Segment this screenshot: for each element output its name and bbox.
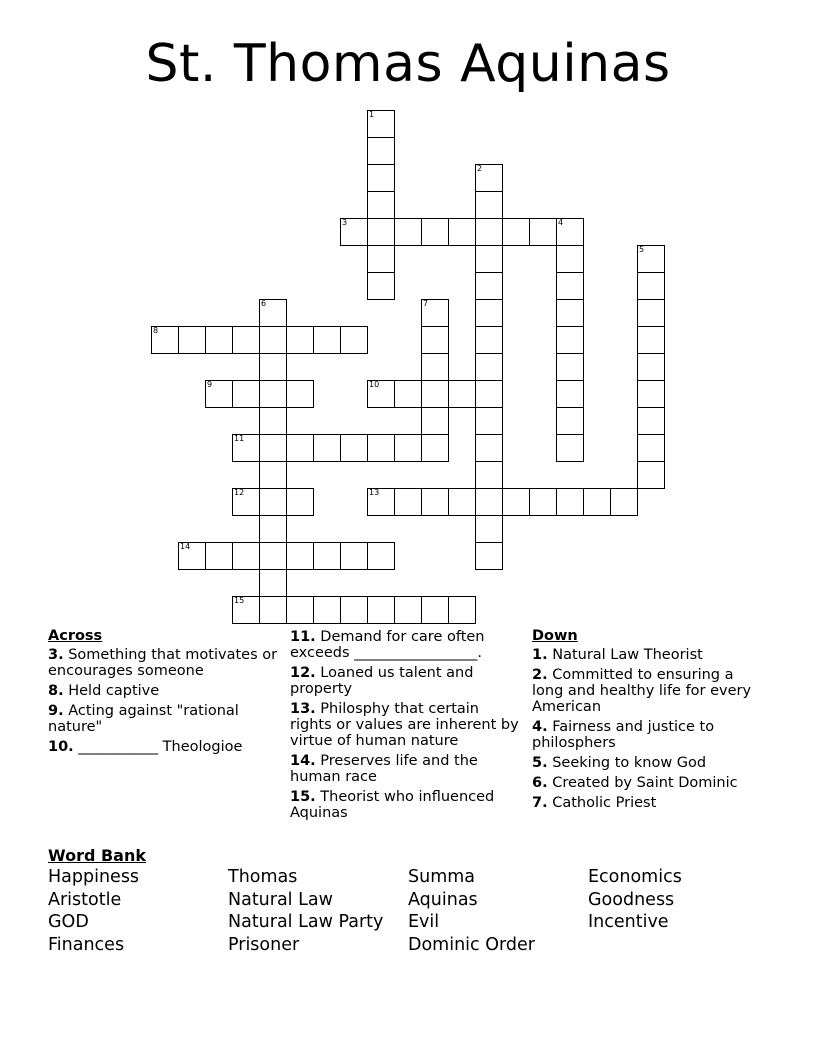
clue-across-14 xyxy=(290,753,522,785)
word-bank-word: Natural Law Party xyxy=(228,912,384,933)
clue-number: 4. xyxy=(532,719,548,735)
clue-down-4 xyxy=(532,719,764,751)
grid-cell[interactable] xyxy=(367,272,395,300)
clue-number-label: 1 xyxy=(369,110,375,119)
grid-cell[interactable] xyxy=(340,434,368,462)
across-clues-column-1 xyxy=(48,628,280,759)
clue-text: Loaned us talent and property xyxy=(290,665,474,697)
grid-cell[interactable] xyxy=(475,326,503,354)
grid-cell[interactable] xyxy=(367,488,395,516)
grid-cell[interactable] xyxy=(205,326,233,354)
clue-number-label: 8 xyxy=(153,326,159,335)
grid-cell[interactable] xyxy=(259,326,287,354)
word-bank-word: Incentive xyxy=(588,912,669,933)
clue-number-label: 3 xyxy=(342,218,348,227)
clue-number: 6. xyxy=(532,775,548,791)
clue-number: 14. xyxy=(290,753,316,769)
clue-number: 8. xyxy=(48,683,64,699)
word-bank-word: Natural Law xyxy=(228,889,333,910)
clue-number-label: 9 xyxy=(207,380,213,389)
clue-text: Theorist who influenced Aquinas xyxy=(290,789,495,821)
grid-cell[interactable] xyxy=(475,191,503,219)
grid-cell[interactable] xyxy=(475,380,503,408)
grid-cell[interactable] xyxy=(475,164,503,192)
clue-number-label: 13 xyxy=(369,488,380,497)
clue-text: Held captive xyxy=(68,683,160,699)
word-bank-word: Evil xyxy=(408,912,440,933)
word-bank-word: Prisoner xyxy=(228,934,300,955)
word-bank-word: Goodness xyxy=(588,889,675,910)
grid-cell[interactable] xyxy=(556,488,584,516)
clue-number-label: 6 xyxy=(261,299,267,308)
grid-cell[interactable] xyxy=(313,542,341,570)
grid-cell[interactable] xyxy=(421,326,449,354)
grid-cell[interactable] xyxy=(259,596,287,624)
clue-number: 13. xyxy=(290,701,316,717)
grid-cell[interactable] xyxy=(259,461,287,489)
word-bank-column xyxy=(408,866,588,956)
clue-number-label: 15 xyxy=(234,596,245,605)
grid-cell[interactable] xyxy=(367,137,395,165)
clue-text: Philosphy that certain rights or values are inherent by virtue of human nature xyxy=(290,701,519,749)
grid-cell[interactable] xyxy=(475,542,503,570)
grid-cell[interactable] xyxy=(394,434,422,462)
grid-cell[interactable] xyxy=(637,245,665,273)
grid-cell[interactable] xyxy=(259,434,287,462)
grid-cell[interactable] xyxy=(475,272,503,300)
clue-number: 11. xyxy=(290,629,316,645)
puzzle-title: St. Thomas Aquinas xyxy=(145,34,671,94)
clue-number: 2. xyxy=(532,667,548,683)
grid-cell[interactable] xyxy=(475,515,503,543)
word-bank-word: Happiness xyxy=(48,867,140,887)
grid-cell[interactable] xyxy=(475,488,503,516)
clue-number: 12. xyxy=(290,665,316,681)
grid-cell[interactable] xyxy=(178,542,206,570)
grid-cell[interactable] xyxy=(340,596,368,624)
grid-cell[interactable] xyxy=(502,488,530,516)
down-heading: Down xyxy=(532,628,578,644)
clue-down-1 xyxy=(532,647,764,663)
clue-across-8 xyxy=(48,683,280,699)
grid-cell[interactable] xyxy=(367,380,395,408)
clue-number-label: 12 xyxy=(234,488,245,497)
grid-cell[interactable] xyxy=(556,245,584,273)
grid-cell[interactable] xyxy=(421,380,449,408)
clue-number: 3. xyxy=(48,647,64,663)
grid-cell[interactable] xyxy=(556,434,584,462)
down-clues-column xyxy=(532,628,764,815)
word-bank-column xyxy=(48,866,228,956)
grid-cell[interactable] xyxy=(232,434,260,462)
grid-cell[interactable] xyxy=(367,191,395,219)
grid-cell[interactable] xyxy=(637,272,665,300)
grid-cell[interactable] xyxy=(313,434,341,462)
grid-cell[interactable] xyxy=(421,299,449,327)
grid-cell[interactable] xyxy=(475,434,503,462)
grid-cell[interactable] xyxy=(421,218,449,246)
grid-cell[interactable] xyxy=(286,542,314,570)
grid-cell[interactable] xyxy=(394,380,422,408)
grid-cell[interactable] xyxy=(637,461,665,489)
word-bank-word: Aquinas xyxy=(408,889,478,910)
grid-cell[interactable] xyxy=(286,380,314,408)
grid-cell[interactable] xyxy=(421,407,449,435)
word-bank-word: Economics xyxy=(588,867,682,887)
grid-cell[interactable] xyxy=(394,218,422,246)
grid-cell[interactable] xyxy=(205,380,233,408)
clue-text: Seeking to know God xyxy=(552,755,707,771)
grid-cell[interactable] xyxy=(421,353,449,381)
clue-number-label: 10 xyxy=(369,380,380,389)
grid-cell[interactable] xyxy=(367,110,395,138)
grid-cell[interactable] xyxy=(529,218,557,246)
grid-cell[interactable] xyxy=(475,245,503,273)
grid-cell[interactable] xyxy=(178,326,206,354)
grid-cell[interactable] xyxy=(259,353,287,381)
grid-cell[interactable] xyxy=(475,461,503,489)
clue-text: Committed to ensuring a long and healthy life for every American xyxy=(532,667,752,715)
grid-cell[interactable] xyxy=(340,542,368,570)
grid-cell[interactable] xyxy=(637,407,665,435)
grid-cell[interactable] xyxy=(367,434,395,462)
word-bank-heading: Word Bank xyxy=(48,846,147,865)
grid-cell[interactable] xyxy=(556,326,584,354)
word-bank-word: Aristotle xyxy=(48,889,122,910)
grid-cell[interactable] xyxy=(286,596,314,624)
grid-cell[interactable] xyxy=(394,596,422,624)
word-bank-word: Dominic Order xyxy=(408,934,535,955)
grid-cell[interactable] xyxy=(448,596,476,624)
grid-cell[interactable] xyxy=(556,407,584,435)
grid-cell[interactable] xyxy=(583,488,611,516)
clue-text: Acting against "rational nature" xyxy=(48,703,239,735)
clue-number: 15. xyxy=(290,789,316,805)
grid-cell[interactable] xyxy=(232,596,260,624)
grid-cell[interactable] xyxy=(556,299,584,327)
grid-cell[interactable] xyxy=(421,596,449,624)
clue-number-label: 7 xyxy=(423,299,429,308)
grid-cell[interactable] xyxy=(367,164,395,192)
grid-cell[interactable] xyxy=(367,245,395,273)
clue-down-5 xyxy=(532,755,764,771)
word-bank-column xyxy=(588,866,768,934)
grid-cell[interactable] xyxy=(475,353,503,381)
clue-down-7 xyxy=(532,795,764,811)
clue-number: 1. xyxy=(532,647,548,663)
clue-number-label: 2 xyxy=(477,164,483,173)
grid-cell[interactable] xyxy=(610,488,638,516)
grid-cell[interactable] xyxy=(259,380,287,408)
grid-cell[interactable] xyxy=(556,380,584,408)
grid-cell[interactable] xyxy=(637,353,665,381)
grid-cell[interactable] xyxy=(556,218,584,246)
clue-text: Created by Saint Dominic xyxy=(552,775,738,791)
clue-text: Fairness and justice to philosphers xyxy=(532,719,715,751)
grid-cell[interactable] xyxy=(556,353,584,381)
clue-text: Preserves life and the human race xyxy=(290,753,478,785)
grid-cell[interactable] xyxy=(502,218,530,246)
clue-text: ___________ Theologioe xyxy=(78,739,243,755)
grid-cell[interactable] xyxy=(556,272,584,300)
grid-cell[interactable] xyxy=(367,596,395,624)
grid-cell[interactable] xyxy=(313,326,341,354)
grid-cell[interactable] xyxy=(448,488,476,516)
word-bank-word: Summa xyxy=(408,867,476,887)
across-heading: Across xyxy=(48,628,103,644)
grid-cell[interactable] xyxy=(637,299,665,327)
across-clues-column-2 xyxy=(290,629,522,825)
clue-number-label: 11 xyxy=(234,434,245,443)
word-bank-column xyxy=(228,866,408,956)
clue-number-label: 14 xyxy=(180,542,191,551)
clue-across-9 xyxy=(48,703,280,735)
grid-cell[interactable] xyxy=(232,326,260,354)
grid-cell[interactable] xyxy=(448,380,476,408)
clue-number: 5. xyxy=(532,755,548,771)
grid-cell[interactable] xyxy=(421,488,449,516)
clue-text: Demand for care often exceeds _________________. xyxy=(290,629,485,661)
word-bank-word: Thomas xyxy=(228,867,298,887)
clue-across-12 xyxy=(290,665,522,697)
clue-number-label: 5 xyxy=(639,245,645,254)
grid-cell[interactable] xyxy=(637,380,665,408)
word-bank-word: Finances xyxy=(48,934,125,955)
grid-cell[interactable] xyxy=(259,488,287,516)
grid-cell[interactable] xyxy=(340,326,368,354)
grid-cell[interactable] xyxy=(259,569,287,597)
clue-number: 9. xyxy=(48,703,64,719)
grid-cell[interactable] xyxy=(151,326,179,354)
clue-number: 10. xyxy=(48,739,74,755)
grid-cell[interactable] xyxy=(259,515,287,543)
clue-across-10 xyxy=(48,739,280,755)
grid-cell[interactable] xyxy=(637,434,665,462)
grid-cell[interactable] xyxy=(637,326,665,354)
clue-across-11 xyxy=(290,629,522,661)
grid-cell[interactable] xyxy=(259,407,287,435)
grid-cell[interactable] xyxy=(340,218,368,246)
clue-across-13 xyxy=(290,701,522,749)
grid-cell[interactable] xyxy=(232,488,260,516)
grid-cell[interactable] xyxy=(448,218,476,246)
grid-cell[interactable] xyxy=(286,326,314,354)
grid-cell[interactable] xyxy=(259,542,287,570)
grid-cell[interactable] xyxy=(367,542,395,570)
clue-text: Catholic Priest xyxy=(552,795,657,811)
grid-cell[interactable] xyxy=(286,488,314,516)
clue-down-6 xyxy=(532,775,764,791)
grid-cell[interactable] xyxy=(259,299,287,327)
grid-cell[interactable] xyxy=(421,434,449,462)
clue-across-15 xyxy=(290,789,522,821)
grid-cell[interactable] xyxy=(313,596,341,624)
clue-text: Something that motivates or encourages someone xyxy=(48,647,278,679)
grid-cell[interactable] xyxy=(529,488,557,516)
grid-cell[interactable] xyxy=(232,542,260,570)
word-bank-word: GOD xyxy=(48,912,89,933)
grid-cell[interactable] xyxy=(205,542,233,570)
grid-cell[interactable] xyxy=(394,488,422,516)
grid-cell[interactable] xyxy=(232,380,260,408)
grid-cell[interactable] xyxy=(475,407,503,435)
grid-cell[interactable] xyxy=(367,218,395,246)
clue-number-label: 4 xyxy=(558,218,564,227)
clue-down-2 xyxy=(532,667,764,715)
grid-cell[interactable] xyxy=(475,299,503,327)
grid-cell[interactable] xyxy=(286,434,314,462)
clue-text: Natural Law Theorist xyxy=(552,647,703,663)
clue-across-3 xyxy=(48,647,280,679)
clue-number: 7. xyxy=(532,795,548,811)
grid-cell[interactable] xyxy=(475,218,503,246)
